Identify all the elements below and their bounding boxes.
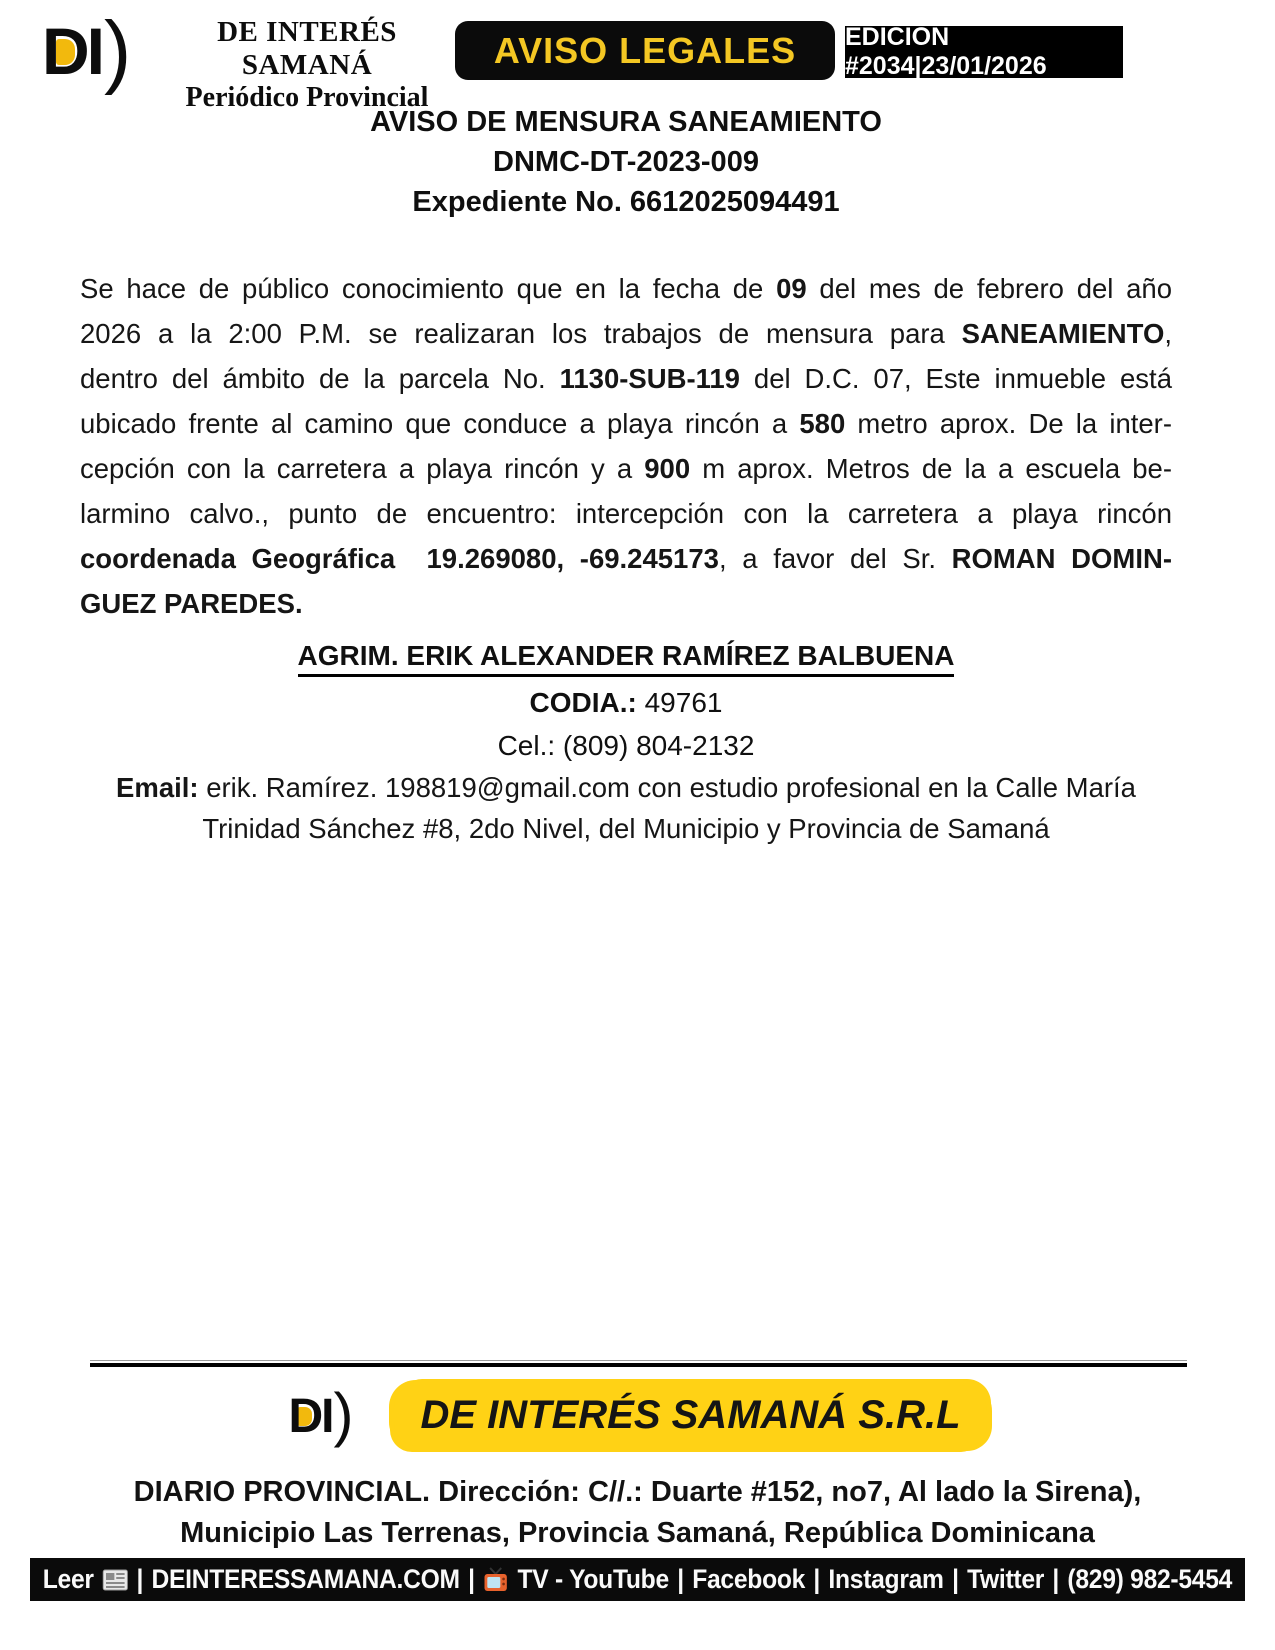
footer-contact-bar-content bbox=[43, 1564, 1232, 1595]
logo-letters bbox=[42, 5, 132, 96]
footer-brand-logo-icon bbox=[288, 1381, 380, 1448]
body-line: cepción con la carretera a playa rincón y a 900 m aprox. Metros de la a escuela be- bbox=[80, 453, 1172, 484]
codia-value: 49761 bbox=[644, 687, 723, 718]
website-text: DEINTERESSAMANA.COM bbox=[151, 1564, 460, 1594]
tv-youtube-text: TV - YouTube bbox=[517, 1564, 669, 1594]
footer-brand-highlight bbox=[394, 1385, 986, 1446]
section-banner bbox=[455, 21, 835, 80]
phone-number: (829) 982-5454 bbox=[1067, 1564, 1233, 1594]
masthead bbox=[0, 0, 1275, 113]
email-text: erik. Ramírez. 198819@gmail.com con estudio profesional en la Calle María Trinidad Sánchez #8, 2do Nivel, del Municipio y Provincia de Samaná bbox=[202, 772, 1136, 844]
body-line: larmino calvo., punto de encuentro: intercepción con la carretera a playa rincón bbox=[80, 498, 1172, 529]
logo-di-text: DI bbox=[42, 14, 102, 88]
separator: | bbox=[136, 1564, 144, 1594]
body-line: ubicado frente al camino que conduce a playa rincón a 580 metro aprox. De la inter- bbox=[80, 408, 1172, 439]
body-line: GUEZ PAREDES. bbox=[80, 588, 303, 619]
edition-label: EDICION #2034|23/01/2026 bbox=[845, 23, 1047, 80]
twitter-text: Twitter bbox=[967, 1564, 1045, 1594]
codia-line bbox=[80, 686, 1172, 720]
footer-logo-di-text: DI bbox=[288, 1390, 333, 1443]
footer-address-line1: DIARIO PROVINCIAL. Dirección: C//.: Duarte #152, no7, Al lado la Sirena), bbox=[133, 1476, 1142, 1508]
separator: | bbox=[813, 1564, 821, 1594]
email-block bbox=[80, 767, 1172, 849]
logo-paren: ) bbox=[104, 5, 132, 96]
section-banner-label: AVISO LEGALES bbox=[493, 29, 797, 71]
separator: | bbox=[677, 1564, 684, 1594]
brand-logo-icon bbox=[42, 5, 167, 96]
instagram-text: Instagram bbox=[828, 1564, 944, 1594]
footer-contact-bar bbox=[30, 1558, 1245, 1601]
footer-address bbox=[40, 1472, 1235, 1554]
cel-line: Cel.: (809) 804-2132 bbox=[497, 730, 755, 761]
brand-tagline: Periódico Provincial bbox=[185, 82, 429, 113]
footer-brand-name: DE INTERÉS SAMANÁ S.R.L bbox=[420, 1392, 961, 1437]
notice-expediente: Expediente No. 6612025094491 bbox=[412, 186, 840, 218]
body-line: coordenada Geográfica 19.269080, -69.245173, a favor del Sr. ROMAN DOMIN- bbox=[80, 543, 1172, 574]
brand-name: DE INTERÉS SAMANÁ bbox=[217, 16, 397, 81]
edition-badge bbox=[845, 23, 1123, 80]
footer-logo-row bbox=[0, 1381, 1275, 1448]
surveyor-block bbox=[80, 640, 1172, 763]
footer-address-line2: Municipio Las Terrenas, Provincia Samaná, República Dominicana bbox=[180, 1517, 1095, 1549]
notice-titles bbox=[80, 102, 1172, 222]
notice-title: AVISO DE MENSURA SANEAMIENTO bbox=[370, 106, 882, 138]
body-line: Se hace de público conocimiento que en la fecha de 09 del mes de febrero del año bbox=[80, 273, 1172, 304]
surveyor-name: AGRIM. ERIK ALEXANDER RAMÍREZ BALBUENA bbox=[298, 640, 955, 677]
newspaper-icon bbox=[102, 1568, 128, 1592]
footer-divider bbox=[90, 1360, 1187, 1367]
separator: | bbox=[468, 1564, 475, 1594]
facebook-text: Facebook bbox=[692, 1564, 806, 1594]
notice-code: DNMC-DT-2023-009 bbox=[493, 146, 759, 178]
tv-icon bbox=[483, 1567, 509, 1593]
footer-logo-letters bbox=[288, 1381, 352, 1448]
separator: | bbox=[1052, 1564, 1060, 1594]
codia-label: CODIA.: bbox=[529, 687, 637, 718]
brand-text bbox=[172, 16, 442, 114]
read-label: Leer bbox=[42, 1564, 94, 1594]
body-paragraph bbox=[80, 266, 1172, 626]
footer-logo-paren: ) bbox=[333, 1381, 352, 1448]
body-line: dentro del ámbito de la parcela No. 1130-SUB-119 del D.C. 07, Este inmueble está bbox=[80, 363, 1172, 394]
email-label: Email: bbox=[116, 772, 199, 803]
body-line: 2026 a la 2:00 P.M. se realizaran los trabajos de mensura para SANEAMIENTO, bbox=[80, 318, 1172, 349]
separator: | bbox=[952, 1564, 959, 1594]
